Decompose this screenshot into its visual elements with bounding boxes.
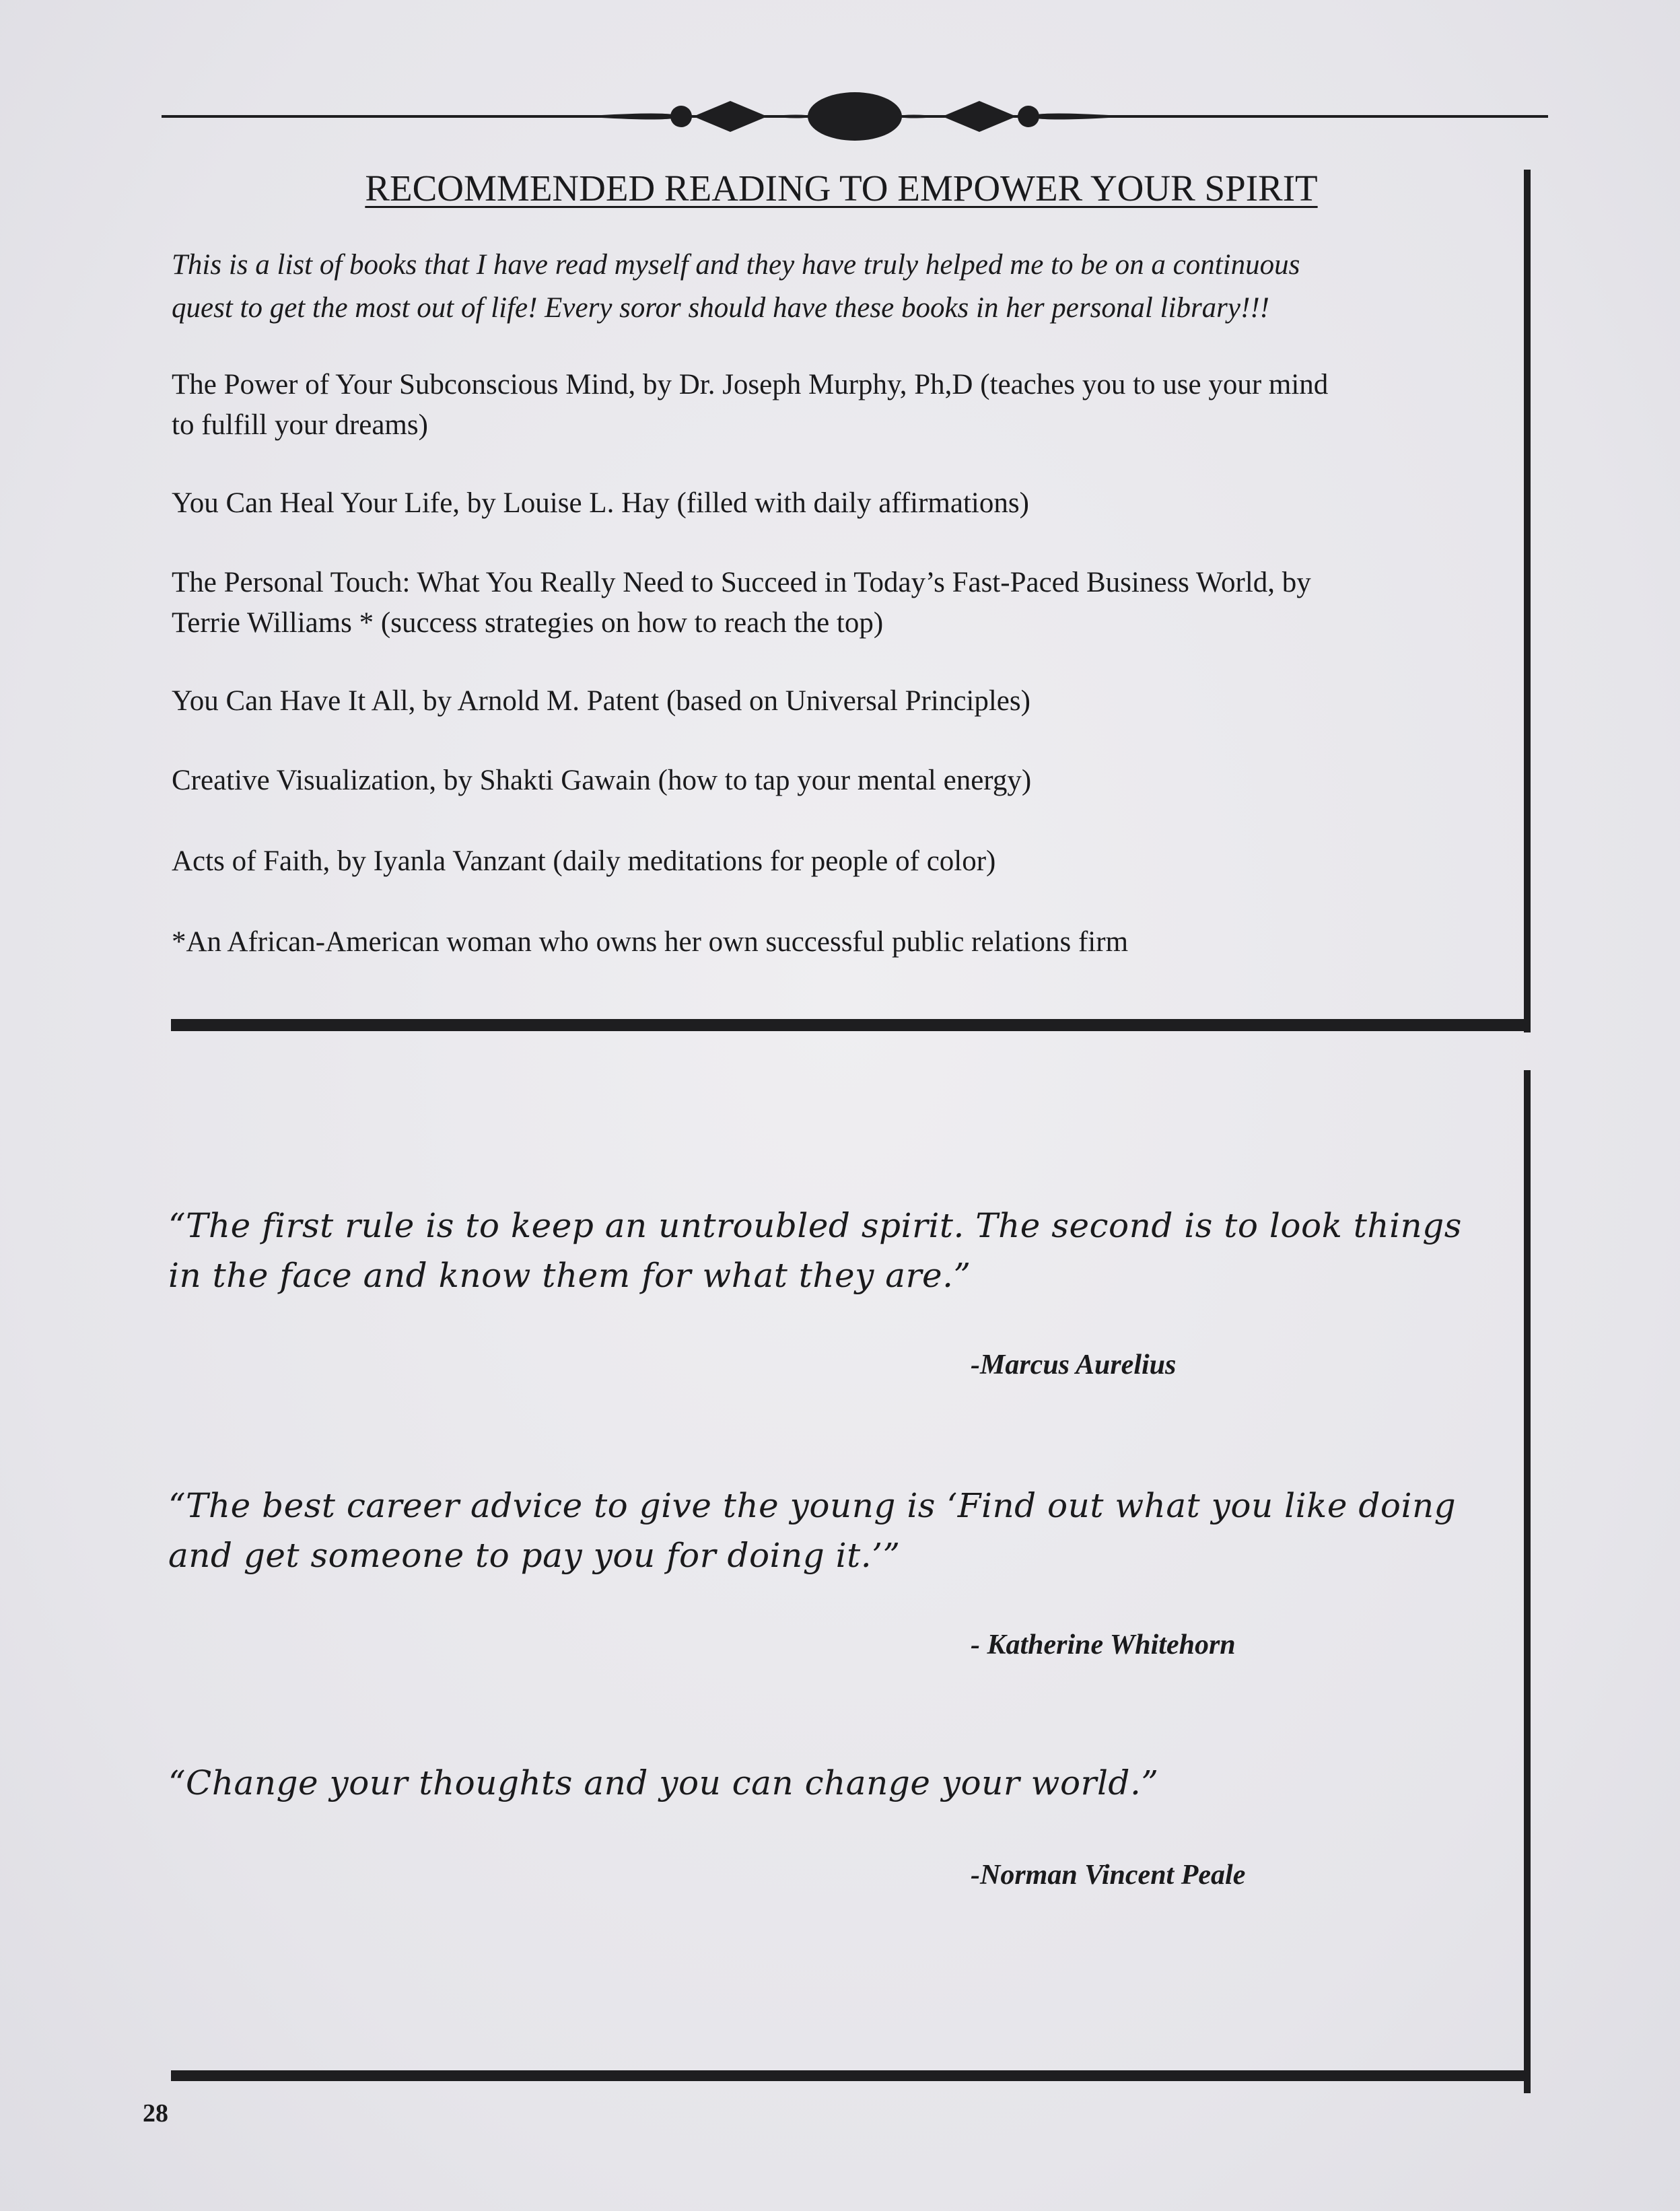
box-bottom-border-top [171,1019,1531,1031]
box-right-border-bottom [1524,1070,1531,2093]
footnote-text: *An African-American woman who owns her own successful public relations firm [172,926,1129,958]
book-entry [172,841,1525,882]
book-line: Creative Visualization, by Shakti Gawain (how to tap your mental energy) [172,765,1032,796]
intro-paragraph [172,244,1518,330]
page-number: 28 [143,2099,168,2128]
ornamental-divider [162,86,1548,160]
footnote [172,922,1525,962]
book-entry [172,761,1525,801]
book-line: The Power of Your Subconscious Mind, by Dr. Joseph Murphy, Ph,D (teaches you to use your mind [172,369,1329,400]
quote-line: and get someone to pay you for doing it.’” [168,1536,901,1575]
book-line: You Can Heal Your Life, by Louise L. Hay (filled with daily affirmations) [172,487,1029,519]
box-bottom-border-bottom [171,2070,1531,2081]
quote-line: “The first rule is to keep an untroubled spirit. The second is to look things [168,1206,1462,1245]
page-title: RECOMMENDED READING TO EMPOWER YOUR SPIRIT [365,168,1318,209]
quote-block [168,1201,1514,1300]
box-right-border-top [1524,170,1531,1032]
book-line: The Personal Touch: What You Really Need to Succeed in Today’s Fast-Paced Business World, by [172,567,1311,598]
intro-line: This is a list of books that I have read myself and they have truly helped me to be on a continuous [172,249,1300,281]
book-line: to fulfill your dreams) [172,409,428,441]
quote-line: “The best career advice to give the young is ‘Find out what you like doing [168,1486,1457,1525]
book-entry [172,365,1525,446]
book-entry [172,563,1525,643]
book-entry [172,681,1525,722]
quote-line: in the face and know them for what they are.” [168,1256,971,1295]
book-line: Terrie Williams * (success strategies on how to reach the top) [172,607,884,639]
book-line: You Can Have It All, by Arnold M. Patent (based on Universal Principles) [172,685,1030,717]
quote-block [168,1758,1514,1808]
book-line: Acts of Faith, by Iyanla Vanzant (daily meditations for people of color) [172,845,996,877]
quote-author: -Norman Vincent Peale [971,1860,1246,1891]
quote-block [168,1481,1514,1580]
book-entry [172,483,1525,524]
quote-line: “Change your thoughts and you can change your world.” [168,1763,1159,1802]
intro-line: quest to get the most out of life! Every soror should have these books in her personal library!!! [172,292,1269,324]
quote-author: -Marcus Aurelius [971,1349,1177,1380]
quote-author: - Katherine Whitehorn [971,1629,1236,1660]
